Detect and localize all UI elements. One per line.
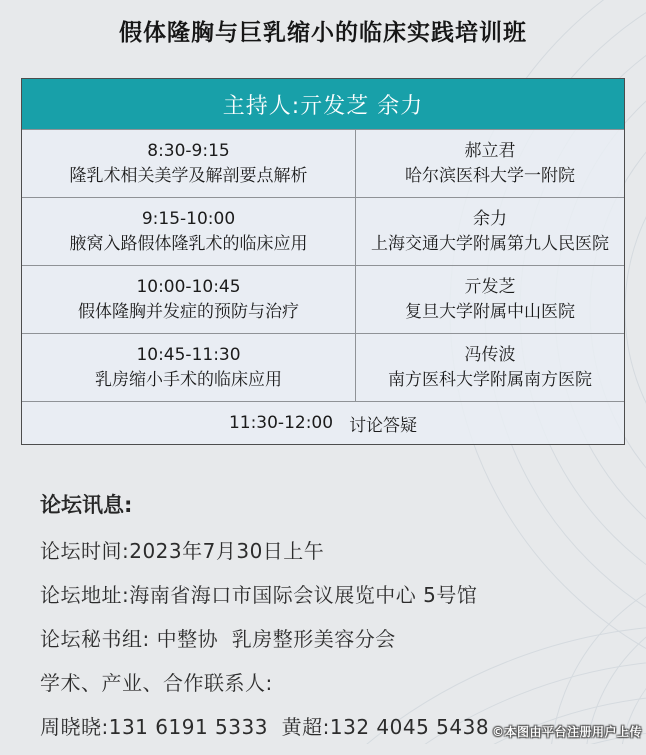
speaker-cell	[356, 198, 624, 265]
table-row	[22, 333, 624, 401]
session-cell	[22, 334, 356, 401]
speaker-cell	[356, 334, 624, 401]
speaker-affiliation: 复旦大学附属中山医院	[405, 301, 575, 322]
closing-session-row	[22, 401, 624, 444]
session-cell	[22, 130, 356, 197]
session-topic: 腋窝入路假体隆乳术的临床应用	[69, 233, 308, 254]
forum-secretariat-line: 论坛秘书组: 中整协 乳房整形美容分会	[40, 627, 396, 651]
speaker-affiliation: 哈尔滨医科大学一附院	[405, 165, 575, 186]
session-topic: 假体隆胸并发症的预防与治疗	[78, 301, 299, 322]
moderator-header: 主持人:亓发芝 余力	[22, 79, 624, 129]
forum-info-section	[40, 489, 620, 755]
speaker-name: 余力	[473, 208, 507, 229]
session-topic: 乳房缩小手术的临床应用	[95, 369, 282, 390]
speaker-name: 冯传波	[464, 344, 516, 365]
uploader-watermark: ©本图由平台注册用户上传	[491, 725, 642, 739]
session-time: 8:30-9:15	[147, 140, 230, 161]
closing-label: 讨论答疑	[349, 415, 418, 436]
table-row	[22, 265, 624, 333]
forum-contacts-label-line: 学术、产业、合作联系人:	[40, 671, 273, 695]
speaker-name: 亓发芝	[464, 276, 516, 297]
session-cell	[22, 198, 356, 265]
speaker-affiliation: 上海交通大学附属第九人民医院	[371, 233, 609, 254]
session-time: 10:45-11:30	[136, 344, 241, 365]
schedule-table	[21, 78, 625, 445]
session-cell	[22, 266, 356, 333]
table-row	[22, 129, 624, 197]
speaker-name: 郝立君	[464, 140, 516, 161]
forum-contacts-phone-line: 周晓晓:131 6191 5333 黄超:132 4045 5438	[40, 715, 490, 739]
page-title: 假体隆胸与巨乳缩小的临床实践培训班	[119, 20, 527, 46]
session-topic: 隆乳术相关美学及解剖要点解析	[69, 165, 308, 186]
forum-time-line: 论坛时间:2023年7月30日上午	[40, 539, 325, 563]
speaker-affiliation: 南方医科大学附属南方医院	[388, 369, 592, 390]
forum-address-line: 论坛地址:海南省海口市国际会议展览中心 5号馆	[40, 583, 478, 607]
speaker-cell	[356, 130, 624, 197]
forum-info-heading: 论坛讯息:	[40, 493, 133, 517]
table-row	[22, 197, 624, 265]
session-time: 10:00-10:45	[136, 276, 241, 297]
speaker-cell	[356, 266, 624, 333]
closing-time: 11:30-12:00	[228, 413, 334, 433]
session-time: 9:15-10:00	[141, 208, 236, 229]
